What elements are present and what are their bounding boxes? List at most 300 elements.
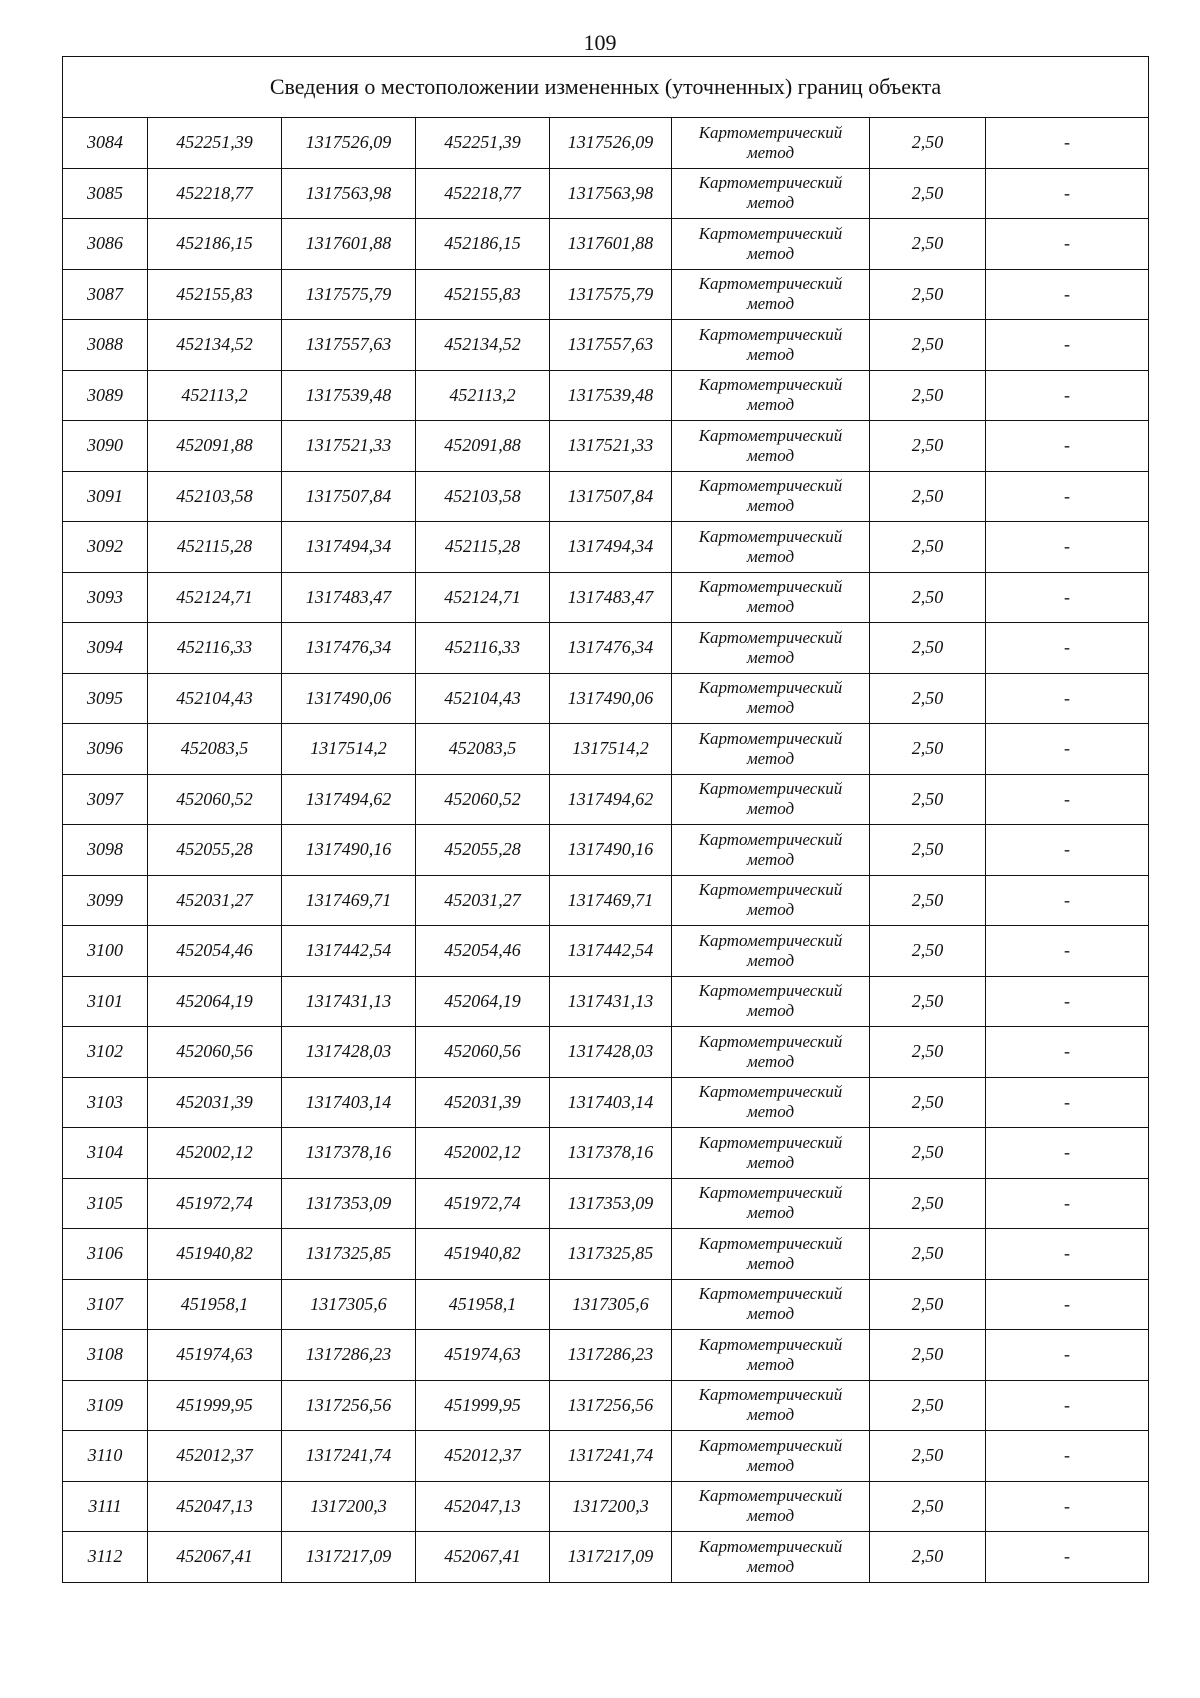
point-number-cell: 3106: [63, 1229, 148, 1280]
note-cell: -: [986, 724, 1149, 775]
method-label-line2: метод: [746, 1506, 795, 1526]
x-existing-cell: 452055,28: [148, 825, 282, 876]
method-label-line2: метод: [746, 1304, 795, 1324]
x-existing-cell: 452124,71: [148, 572, 282, 623]
accuracy-cell: 2,50: [870, 471, 986, 522]
point-number-cell: 3104: [63, 1128, 148, 1179]
y-existing-cell: 1317521,33: [282, 421, 416, 472]
table-row: [63, 522, 1149, 573]
method-cell: [672, 320, 870, 371]
x-refined-cell: 452012,37: [416, 1431, 550, 1482]
y-existing-cell: 1317442,54: [282, 926, 416, 977]
y-refined-cell: 1317483,47: [550, 572, 672, 623]
x-existing-cell: 452064,19: [148, 976, 282, 1027]
y-refined-cell: 1317286,23: [550, 1330, 672, 1381]
method-cell: [672, 168, 870, 219]
method-cell: [672, 269, 870, 320]
y-refined-cell: 1317353,09: [550, 1178, 672, 1229]
note-cell: -: [986, 623, 1149, 674]
point-number-cell: 3097: [63, 774, 148, 825]
table-row: [63, 1330, 1149, 1381]
point-number-cell: 3092: [63, 522, 148, 573]
note-cell: -: [986, 1431, 1149, 1482]
note-cell: -: [986, 1330, 1149, 1381]
table-row: [63, 168, 1149, 219]
y-existing-cell: 1317557,63: [282, 320, 416, 371]
method-label-line2: метод: [746, 1001, 795, 1021]
y-existing-cell: 1317575,79: [282, 269, 416, 320]
y-existing-cell: 1317526,09: [282, 118, 416, 169]
method-label-line1: Картометрический: [698, 981, 843, 1001]
method-label-line1: Картометрический: [698, 173, 843, 193]
note-cell: -: [986, 1077, 1149, 1128]
method-label-line1: Картометрический: [698, 1486, 843, 1506]
x-existing-cell: 452060,52: [148, 774, 282, 825]
y-existing-cell: 1317286,23: [282, 1330, 416, 1381]
table-row: [63, 724, 1149, 775]
note-cell: -: [986, 1229, 1149, 1280]
x-refined-cell: 452155,83: [416, 269, 550, 320]
accuracy-cell: 2,50: [870, 320, 986, 371]
x-existing-cell: 451974,63: [148, 1330, 282, 1381]
method-cell: [672, 724, 870, 775]
x-refined-cell: 452186,15: [416, 219, 550, 270]
point-number-cell: 3102: [63, 1027, 148, 1078]
accuracy-cell: 2,50: [870, 168, 986, 219]
method-label-line2: метод: [746, 1253, 795, 1273]
x-existing-cell: 452031,27: [148, 875, 282, 926]
method-label-line1: Картометрический: [698, 829, 843, 849]
note-cell: -: [986, 926, 1149, 977]
x-existing-cell: 451972,74: [148, 1178, 282, 1229]
method-cell: [672, 421, 870, 472]
x-refined-cell: 452115,28: [416, 522, 550, 573]
method-label-line2: метод: [746, 1203, 795, 1223]
table-row: [63, 1178, 1149, 1229]
method-label-line2: метод: [746, 294, 795, 314]
y-refined-cell: 1317514,2: [550, 724, 672, 775]
method-label-line2: метод: [746, 900, 795, 920]
y-refined-cell: 1317200,3: [550, 1481, 672, 1532]
point-number-cell: 3086: [63, 219, 148, 270]
note-cell: -: [986, 875, 1149, 926]
method-label-line1: Картометрический: [698, 1031, 843, 1051]
x-refined-cell: 452002,12: [416, 1128, 550, 1179]
x-refined-cell: 452067,41: [416, 1532, 550, 1583]
table-row: [63, 118, 1149, 169]
method-label-line1: Картометрический: [698, 1334, 843, 1354]
method-cell: [672, 1380, 870, 1431]
table-row: [63, 471, 1149, 522]
method-label-line1: Картометрический: [698, 375, 843, 395]
y-refined-cell: 1317305,6: [550, 1279, 672, 1330]
note-cell: -: [986, 1481, 1149, 1532]
y-existing-cell: 1317483,47: [282, 572, 416, 623]
y-existing-cell: 1317353,09: [282, 1178, 416, 1229]
accuracy-cell: 2,50: [870, 724, 986, 775]
x-refined-cell: 452251,39: [416, 118, 550, 169]
y-refined-cell: 1317431,13: [550, 976, 672, 1027]
accuracy-cell: 2,50: [870, 1431, 986, 1482]
y-refined-cell: 1317403,14: [550, 1077, 672, 1128]
point-number-cell: 3094: [63, 623, 148, 674]
method-label-line2: метод: [746, 1152, 795, 1172]
x-existing-cell: 452251,39: [148, 118, 282, 169]
y-refined-cell: 1317521,33: [550, 421, 672, 472]
point-number-cell: 3101: [63, 976, 148, 1027]
point-number-cell: 3110: [63, 1431, 148, 1482]
note-cell: -: [986, 673, 1149, 724]
method-label-line2: метод: [746, 496, 795, 516]
x-existing-cell: 452012,37: [148, 1431, 282, 1482]
x-refined-cell: 452218,77: [416, 168, 550, 219]
y-refined-cell: 1317241,74: [550, 1431, 672, 1482]
method-cell: [672, 1027, 870, 1078]
method-label-line1: Картометрический: [698, 425, 843, 445]
table-title-row: [63, 57, 1149, 118]
table-row: [63, 825, 1149, 876]
method-label-line2: метод: [746, 243, 795, 263]
method-label-line2: метод: [746, 1102, 795, 1122]
x-existing-cell: 452047,13: [148, 1481, 282, 1532]
table-row: [63, 623, 1149, 674]
method-cell: [672, 825, 870, 876]
method-label-line2: метод: [746, 647, 795, 667]
note-cell: -: [986, 118, 1149, 169]
y-existing-cell: 1317601,88: [282, 219, 416, 270]
note-cell: -: [986, 471, 1149, 522]
y-refined-cell: 1317325,85: [550, 1229, 672, 1280]
x-existing-cell: 451999,95: [148, 1380, 282, 1431]
method-label-line2: метод: [746, 1556, 795, 1576]
method-label-line2: метод: [746, 1455, 795, 1475]
x-refined-cell: 452104,43: [416, 673, 550, 724]
y-existing-cell: 1317494,34: [282, 522, 416, 573]
method-label-line1: Картометрический: [698, 880, 843, 900]
accuracy-cell: 2,50: [870, 1532, 986, 1583]
table-row: [63, 320, 1149, 371]
point-number-cell: 3103: [63, 1077, 148, 1128]
accuracy-cell: 2,50: [870, 572, 986, 623]
table-row: [63, 269, 1149, 320]
x-existing-cell: 452103,58: [148, 471, 282, 522]
accuracy-cell: 2,50: [870, 522, 986, 573]
y-existing-cell: 1317325,85: [282, 1229, 416, 1280]
method-label-line1: Картометрический: [698, 1435, 843, 1455]
note-cell: -: [986, 219, 1149, 270]
x-refined-cell: 451940,82: [416, 1229, 550, 1280]
x-existing-cell: 452091,88: [148, 421, 282, 472]
x-refined-cell: 452064,19: [416, 976, 550, 1027]
note-cell: -: [986, 269, 1149, 320]
point-number-cell: 3107: [63, 1279, 148, 1330]
x-existing-cell: 451958,1: [148, 1279, 282, 1330]
method-label-line1: Картометрический: [698, 1132, 843, 1152]
y-existing-cell: 1317241,74: [282, 1431, 416, 1482]
x-refined-cell: 452054,46: [416, 926, 550, 977]
point-number-cell: 3112: [63, 1532, 148, 1583]
x-existing-cell: 452083,5: [148, 724, 282, 775]
note-cell: -: [986, 1532, 1149, 1583]
note-cell: -: [986, 1380, 1149, 1431]
point-number-cell: 3096: [63, 724, 148, 775]
method-label-line1: Картометрический: [698, 274, 843, 294]
method-label-line2: метод: [746, 395, 795, 415]
y-existing-cell: 1317305,6: [282, 1279, 416, 1330]
method-label-line1: Картометрический: [698, 930, 843, 950]
y-existing-cell: 1317428,03: [282, 1027, 416, 1078]
method-cell: [672, 1481, 870, 1532]
method-label-line1: Картометрический: [698, 627, 843, 647]
x-refined-cell: 451974,63: [416, 1330, 550, 1381]
method-cell: [672, 219, 870, 270]
y-refined-cell: 1317378,16: [550, 1128, 672, 1179]
point-number-cell: 3105: [63, 1178, 148, 1229]
accuracy-cell: 2,50: [870, 269, 986, 320]
accuracy-cell: 2,50: [870, 1077, 986, 1128]
x-refined-cell: 452113,2: [416, 370, 550, 421]
table-body: [63, 57, 1149, 1583]
method-label-line1: Картометрический: [698, 1385, 843, 1405]
x-refined-cell: 452060,52: [416, 774, 550, 825]
method-label-line2: метод: [746, 193, 795, 213]
note-cell: -: [986, 320, 1149, 371]
method-cell: [672, 1229, 870, 1280]
y-refined-cell: 1317526,09: [550, 118, 672, 169]
method-label-line1: Картометрический: [698, 779, 843, 799]
point-number-cell: 3085: [63, 168, 148, 219]
y-existing-cell: 1317256,56: [282, 1380, 416, 1431]
y-refined-cell: 1317490,06: [550, 673, 672, 724]
x-refined-cell: 451999,95: [416, 1380, 550, 1431]
x-existing-cell: 452115,28: [148, 522, 282, 573]
point-number-cell: 3111: [63, 1481, 148, 1532]
method-cell: [672, 1128, 870, 1179]
x-existing-cell: 452155,83: [148, 269, 282, 320]
table-row: [63, 1481, 1149, 1532]
note-cell: -: [986, 522, 1149, 573]
y-existing-cell: 1317563,98: [282, 168, 416, 219]
method-cell: [672, 471, 870, 522]
accuracy-cell: 2,50: [870, 673, 986, 724]
method-label-line2: метод: [746, 1051, 795, 1071]
x-existing-cell: 452186,15: [148, 219, 282, 270]
note-cell: -: [986, 825, 1149, 876]
method-label-line2: метод: [746, 142, 795, 162]
note-cell: -: [986, 572, 1149, 623]
x-existing-cell: 452054,46: [148, 926, 282, 977]
x-refined-cell: 452091,88: [416, 421, 550, 472]
point-number-cell: 3088: [63, 320, 148, 371]
x-refined-cell: 452134,52: [416, 320, 550, 371]
point-number-cell: 3090: [63, 421, 148, 472]
y-refined-cell: 1317494,34: [550, 522, 672, 573]
method-label-line1: Картометрический: [698, 1183, 843, 1203]
y-existing-cell: 1317490,16: [282, 825, 416, 876]
method-cell: [672, 926, 870, 977]
method-cell: [672, 774, 870, 825]
x-refined-cell: 452047,13: [416, 1481, 550, 1532]
accuracy-cell: 2,50: [870, 774, 986, 825]
accuracy-cell: 2,50: [870, 1027, 986, 1078]
x-refined-cell: 452083,5: [416, 724, 550, 775]
table-row: [63, 370, 1149, 421]
table-row: [63, 1431, 1149, 1482]
table-row: [63, 673, 1149, 724]
accuracy-cell: 2,50: [870, 976, 986, 1027]
x-refined-cell: 452124,71: [416, 572, 550, 623]
table-row: [63, 572, 1149, 623]
note-cell: -: [986, 1178, 1149, 1229]
point-number-cell: 3109: [63, 1380, 148, 1431]
point-number-cell: 3098: [63, 825, 148, 876]
method-cell: [672, 976, 870, 1027]
x-existing-cell: 452104,43: [148, 673, 282, 724]
method-cell: [672, 572, 870, 623]
y-existing-cell: 1317378,16: [282, 1128, 416, 1179]
point-number-cell: 3091: [63, 471, 148, 522]
x-existing-cell: 452113,2: [148, 370, 282, 421]
method-cell: [672, 1178, 870, 1229]
accuracy-cell: 2,50: [870, 370, 986, 421]
note-cell: -: [986, 1279, 1149, 1330]
y-refined-cell: 1317428,03: [550, 1027, 672, 1078]
note-cell: -: [986, 168, 1149, 219]
method-label-line2: метод: [746, 698, 795, 718]
accuracy-cell: 2,50: [870, 219, 986, 270]
accuracy-cell: 2,50: [870, 1481, 986, 1532]
x-refined-cell: 452031,27: [416, 875, 550, 926]
point-number-cell: 3099: [63, 875, 148, 926]
y-existing-cell: 1317403,14: [282, 1077, 416, 1128]
x-existing-cell: 452002,12: [148, 1128, 282, 1179]
x-refined-cell: 452060,56: [416, 1027, 550, 1078]
y-existing-cell: 1317200,3: [282, 1481, 416, 1532]
method-cell: [672, 1077, 870, 1128]
point-number-cell: 3095: [63, 673, 148, 724]
table-row: [63, 1128, 1149, 1179]
table-row: [63, 1532, 1149, 1583]
method-label-line2: метод: [746, 344, 795, 364]
accuracy-cell: 2,50: [870, 1178, 986, 1229]
point-number-cell: 3087: [63, 269, 148, 320]
x-existing-cell: 452031,39: [148, 1077, 282, 1128]
table-row: [63, 1229, 1149, 1280]
y-refined-cell: 1317490,16: [550, 825, 672, 876]
method-cell: [672, 118, 870, 169]
method-label-line1: Картометрический: [698, 1233, 843, 1253]
accuracy-cell: 2,50: [870, 118, 986, 169]
method-label-line2: метод: [746, 799, 795, 819]
page-number: 109: [583, 30, 617, 55]
table-row: [63, 774, 1149, 825]
method-label-line1: Картометрический: [698, 476, 843, 496]
method-label-line1: Картометрический: [698, 324, 843, 344]
point-number-cell: 3089: [63, 370, 148, 421]
method-label-line2: метод: [746, 445, 795, 465]
accuracy-cell: 2,50: [870, 623, 986, 674]
x-refined-cell: 452055,28: [416, 825, 550, 876]
y-refined-cell: 1317494,62: [550, 774, 672, 825]
method-label-line1: Картометрический: [698, 678, 843, 698]
y-refined-cell: 1317507,84: [550, 471, 672, 522]
accuracy-cell: 2,50: [870, 1380, 986, 1431]
table-row: [63, 926, 1149, 977]
x-refined-cell: 451958,1: [416, 1279, 550, 1330]
y-refined-cell: 1317575,79: [550, 269, 672, 320]
y-refined-cell: 1317256,56: [550, 1380, 672, 1431]
method-cell: [672, 623, 870, 674]
method-cell: [672, 1431, 870, 1482]
y-refined-cell: 1317469,71: [550, 875, 672, 926]
x-existing-cell: 452067,41: [148, 1532, 282, 1583]
note-cell: -: [986, 976, 1149, 1027]
accuracy-cell: 2,50: [870, 1128, 986, 1179]
table-title: Сведения о местоположении измененных (уточненных) границ объекта: [63, 57, 1149, 118]
accuracy-cell: 2,50: [870, 926, 986, 977]
table-row: [63, 1380, 1149, 1431]
x-existing-cell: 451940,82: [148, 1229, 282, 1280]
accuracy-cell: 2,50: [870, 1279, 986, 1330]
accuracy-cell: 2,50: [870, 875, 986, 926]
table-row: [63, 1077, 1149, 1128]
y-existing-cell: 1317217,09: [282, 1532, 416, 1583]
y-existing-cell: 1317507,84: [282, 471, 416, 522]
x-existing-cell: 452218,77: [148, 168, 282, 219]
y-refined-cell: 1317442,54: [550, 926, 672, 977]
method-cell: [672, 875, 870, 926]
accuracy-cell: 2,50: [870, 1330, 986, 1381]
y-existing-cell: 1317431,13: [282, 976, 416, 1027]
y-refined-cell: 1317476,34: [550, 623, 672, 674]
point-number-cell: 3093: [63, 572, 148, 623]
method-cell: [672, 1330, 870, 1381]
accuracy-cell: 2,50: [870, 825, 986, 876]
table-row: [63, 219, 1149, 270]
method-cell: [672, 370, 870, 421]
y-existing-cell: 1317469,71: [282, 875, 416, 926]
y-existing-cell: 1317539,48: [282, 370, 416, 421]
y-refined-cell: 1317217,09: [550, 1532, 672, 1583]
method-label-line2: метод: [746, 748, 795, 768]
boundary-coordinates-table: [62, 56, 1149, 1583]
accuracy-cell: 2,50: [870, 1229, 986, 1280]
method-label-line1: Картометрический: [698, 1284, 843, 1304]
y-existing-cell: 1317514,2: [282, 724, 416, 775]
table-row: [63, 1027, 1149, 1078]
x-existing-cell: 452060,56: [148, 1027, 282, 1078]
y-refined-cell: 1317601,88: [550, 219, 672, 270]
method-label-line2: метод: [746, 849, 795, 869]
y-refined-cell: 1317563,98: [550, 168, 672, 219]
method-label-line2: метод: [746, 1405, 795, 1425]
method-label-line1: Картометрический: [698, 1536, 843, 1556]
method-label-line2: метод: [746, 597, 795, 617]
x-refined-cell: 452031,39: [416, 1077, 550, 1128]
method-label-line1: Картометрический: [698, 728, 843, 748]
method-label-line1: Картометрический: [698, 526, 843, 546]
table-row: [63, 421, 1149, 472]
method-label-line1: Картометрический: [698, 577, 843, 597]
method-cell: [672, 673, 870, 724]
method-label-line2: метод: [746, 546, 795, 566]
y-refined-cell: 1317539,48: [550, 370, 672, 421]
x-refined-cell: 452116,33: [416, 623, 550, 674]
table-row: [63, 976, 1149, 1027]
y-refined-cell: 1317557,63: [550, 320, 672, 371]
y-existing-cell: 1317490,06: [282, 673, 416, 724]
method-cell: [672, 1532, 870, 1583]
